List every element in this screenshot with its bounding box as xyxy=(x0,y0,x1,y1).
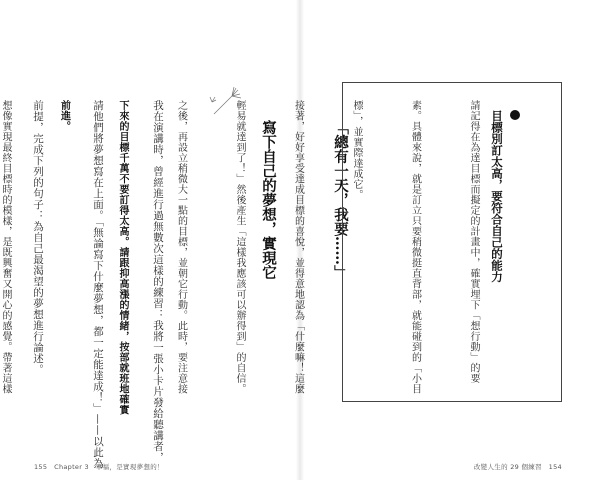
box-line: 素。具體來說，就是訂立只要稍微挺直背部，就能碰到的「小目 xyxy=(409,100,421,394)
box-line: 標」，並實際達成它。 xyxy=(351,100,362,200)
body-line: 我在演講時，曾經進行過無數次這樣的練習：我將一張小卡片發給聽講者， xyxy=(152,100,164,463)
section-title-line-2: 寫下自己的夢想，實現它 xyxy=(260,120,277,280)
box-line: 接著，好好享受達成目標的喜悅，並得意地認為「什麼嘛！這麼 xyxy=(292,100,304,394)
body-line: 請他們將夢想寫在上面。「無論寫下什麼夢想，都一定能達成！」——以此為 xyxy=(92,100,104,469)
box-line: 之後，再設立稍微大一點的目標，並朝它行動。此時，要注意接 xyxy=(175,100,187,394)
box-line: 前進。 xyxy=(58,100,70,132)
body-line: 前提，完成下列的句子：為自己最渴望的夢想進行論述。 xyxy=(32,100,44,375)
right-page-footer: 改變人生的 29 個練習 154 xyxy=(473,463,562,471)
tip-box-body xyxy=(0,100,522,415)
box-line: 請記得在為達目標而擬定的計畫中，確實埋下「想行動」的要 xyxy=(468,100,479,384)
left-page-footer: 155 Chapter 3 幸福，是實現夢想的！ xyxy=(34,463,164,471)
box-line: 下來的目標千萬不要訂得太高。請跟抑高漲的情緒，按部就班地確實 xyxy=(117,100,128,415)
tip-box-heading-text: 目標別訂太高，要符合自己的能力 xyxy=(490,110,504,283)
box-line: 輕易就達到了！」然後產生「這樣我應該可以辦得到」的自信。 xyxy=(234,100,245,394)
section-title-line-1: 「總有一天，我要……」 xyxy=(332,120,349,280)
box-line: 想像實現最終目標時的模樣，是既興奮又開心的感覺。帶著這樣 xyxy=(0,100,11,394)
